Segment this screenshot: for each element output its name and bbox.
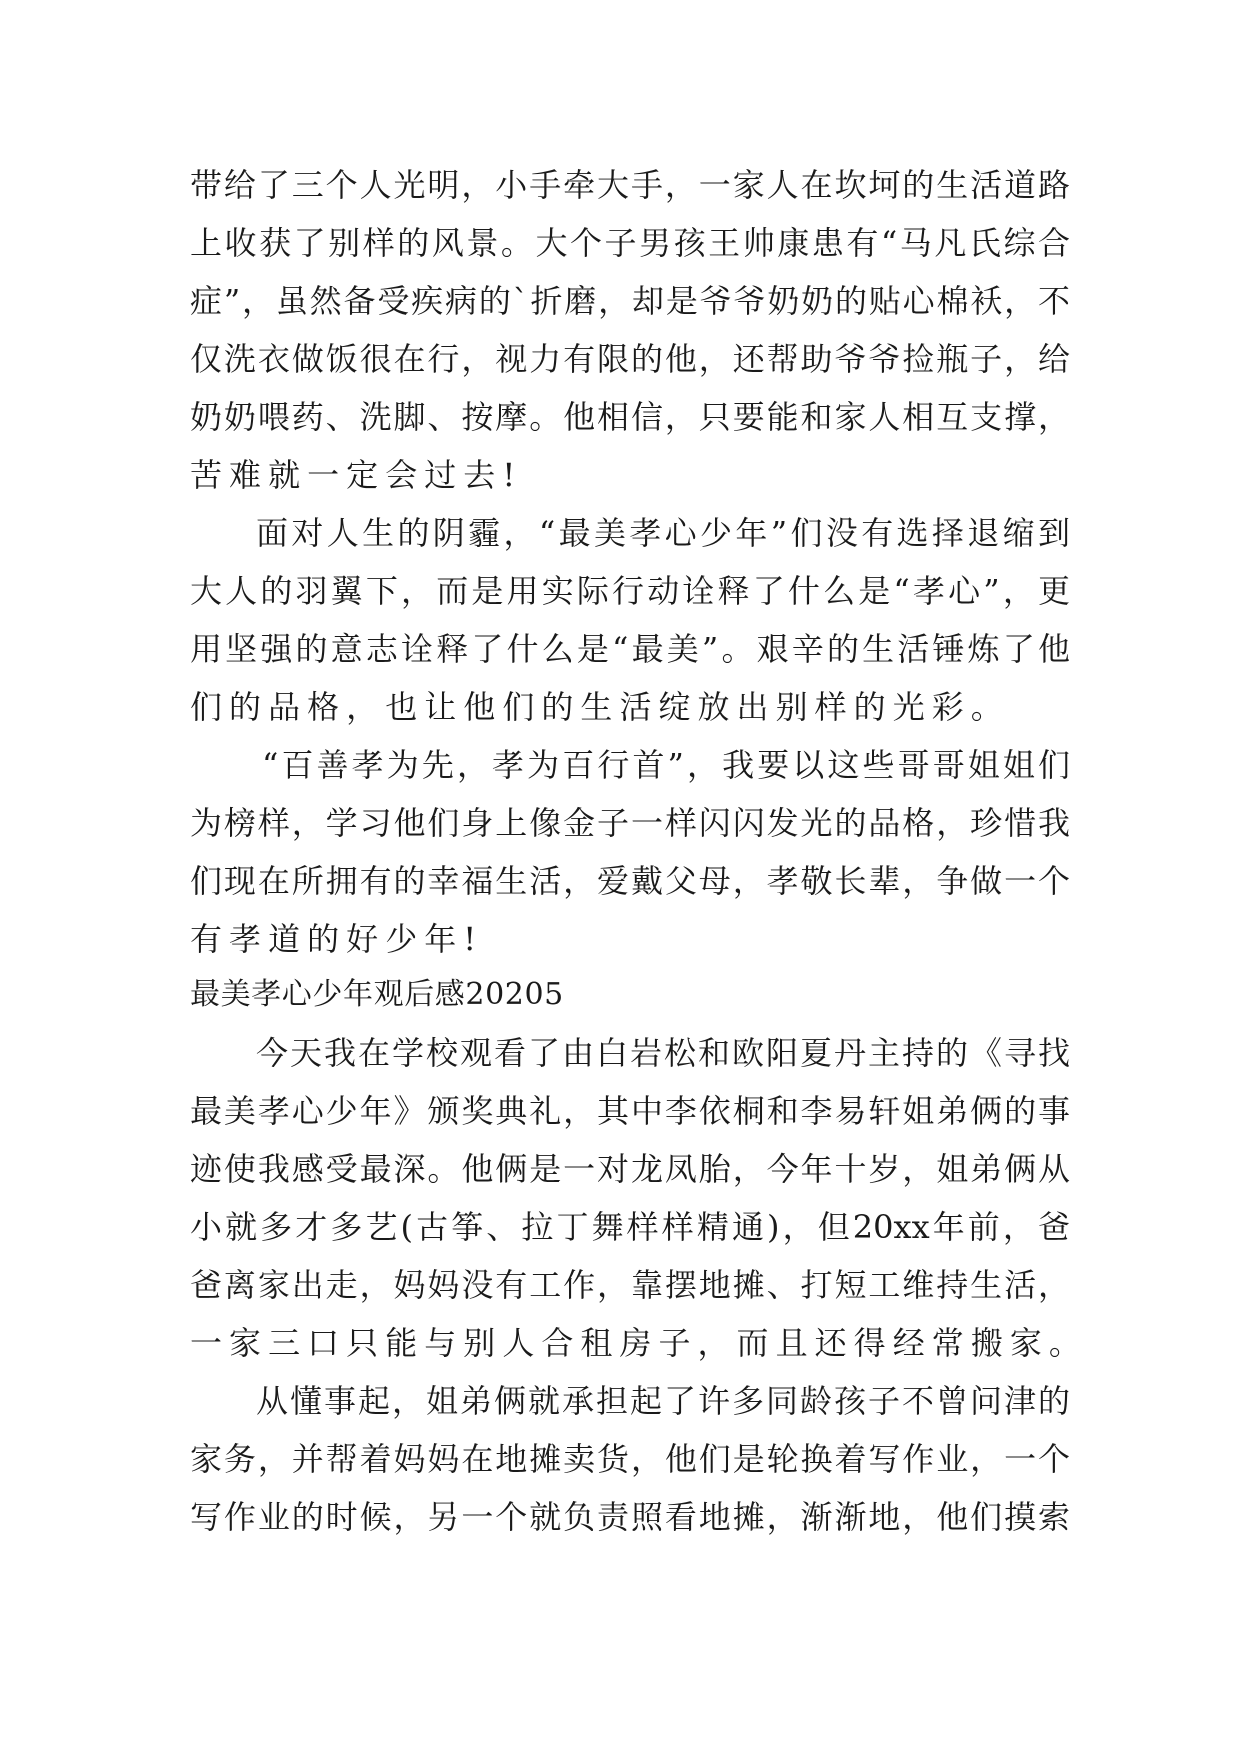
paragraph-first-line: “百善孝为先，孝为百行首”，我要以这些哥哥姐姐们 xyxy=(262,746,1070,784)
text-line: 迹使我感受最深。他俩是一对龙凤胎，今年十岁，姐弟俩从 xyxy=(190,1150,1070,1188)
text-line: 苦难就一定会过去! xyxy=(190,456,523,494)
text-line: 症”，虽然备受疾病的`折磨，却是爷爷奶奶的贴心棉袄，不 xyxy=(190,282,1070,320)
section-heading: 最美孝心少年观后感20205 xyxy=(190,977,564,1012)
text-line: 小就多才多艺(古筝、拉丁舞样样精通)，但20xx年前，爸 xyxy=(190,1208,1070,1246)
text-line: 用坚强的意志诠释了什么是“最美”。艰辛的生活锤炼了他 xyxy=(190,630,1070,668)
paragraph-first-line: 从懂事起，姐弟俩就承担起了许多同龄孩子不曾问津的 xyxy=(256,1382,1070,1420)
text-line: 一家三口只能与别人合租房子，而且还得经常搬家。 xyxy=(190,1324,1088,1362)
text-line: 们现在所拥有的幸福生活，爱戴父母，孝敬长辈，争做一个 xyxy=(190,862,1070,900)
text-line: 写作业的时候，另一个就负责照看地摊，渐渐地，他们摸索 xyxy=(190,1498,1070,1536)
text-line: 奶奶喂药、洗脚、按摩。他相信，只要能和家人相互支撑， xyxy=(190,398,1070,436)
paragraph-first-line: 面对人生的阴霾，“最美孝心少年”们没有选择退缩到 xyxy=(256,514,1070,552)
text-line: 家务，并帮着妈妈在地摊卖货，他们是轮换着写作业，一个 xyxy=(190,1440,1070,1478)
text-line: 最美孝心少年》颁奖典礼，其中李依桐和李易轩姐弟俩的事 xyxy=(190,1092,1070,1130)
text-line: 仅洗衣做饭很在行，视力有限的他，还帮助爷爷捡瓶子，给 xyxy=(190,340,1070,378)
paragraph-first-line: 今天我在学校观看了由白岩松和欧阳夏丹主持的《寻找 xyxy=(256,1034,1070,1072)
text-line: 为榜样，学习他们身上像金子一样闪闪发光的品格，珍惜我 xyxy=(190,804,1070,842)
text-line: 们的品格，也让他们的生活绽放出别样的光彩。 xyxy=(190,688,1010,726)
text-line: 爸离家出走，妈妈没有工作，靠摆地摊、打短工维持生活， xyxy=(190,1266,1070,1304)
text-line: 有孝道的好少年! xyxy=(190,920,484,958)
text-line: 带给了三个人光明，小手牵大手，一家人在坎坷的生活道路 xyxy=(190,166,1070,204)
text-line: 大人的羽翼下，而是用实际行动诠释了什么是“孝心”，更 xyxy=(190,572,1070,610)
text-line: 上收获了别样的风景。大个子男孩王帅康患有“马凡氏综合 xyxy=(190,224,1070,262)
